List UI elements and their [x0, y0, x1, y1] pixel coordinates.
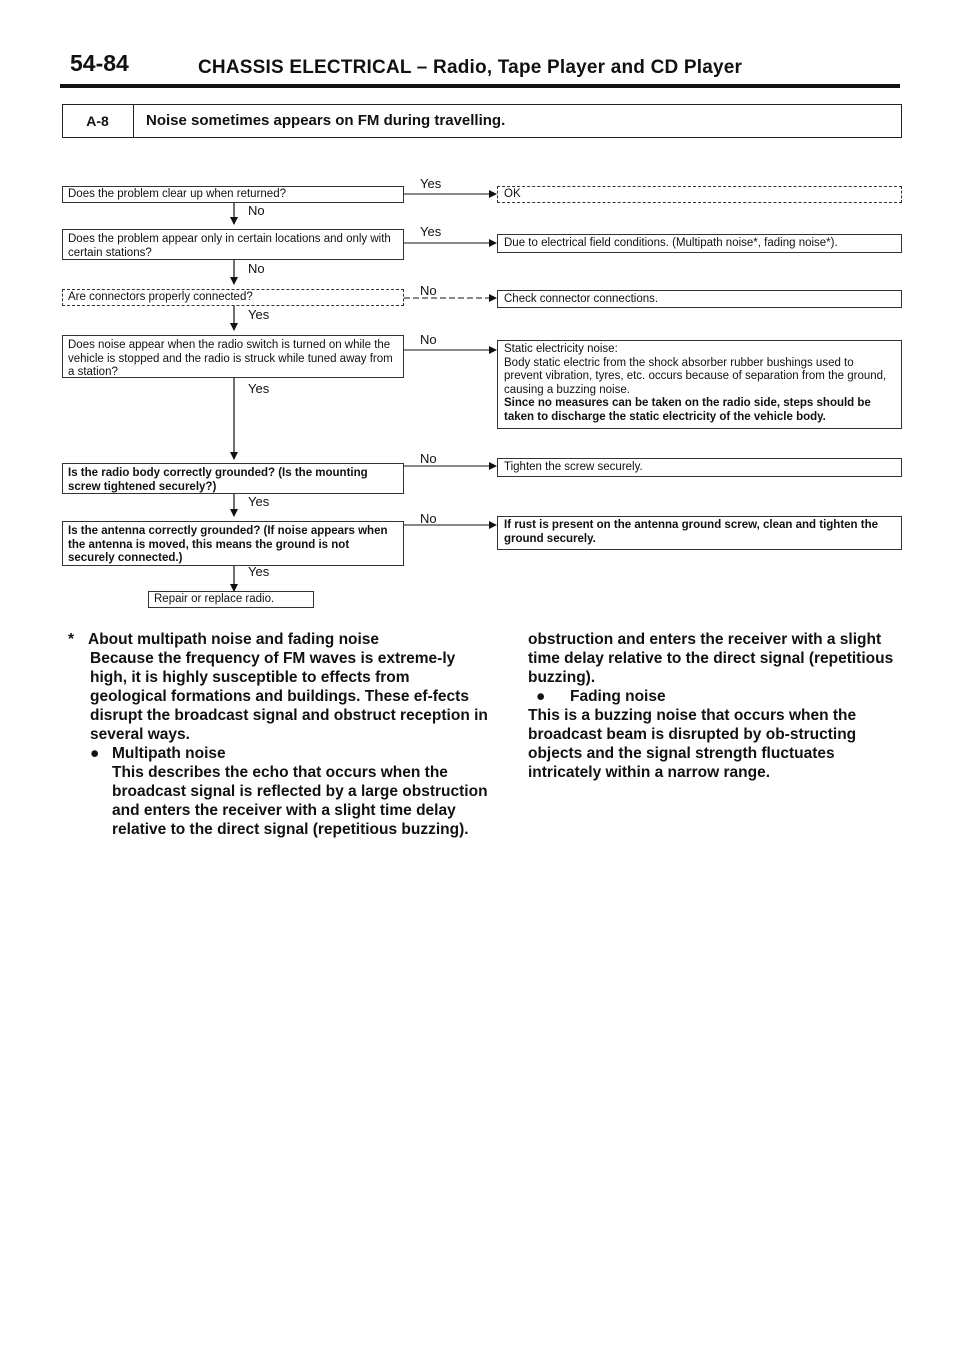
result-4-text: Body static electric from the shock absorber rubber bushings used to prevent vibration, tyres, etc. occurs because of separation from the ground, causing a buzzing noise.	[504, 356, 887, 396]
multipath-text: This describes the echo that occurs when the broadcast signal is reflected by a large obstruction and enters the receiver with a slight time delay relative to the direct signal (repetitious buzzing).	[112, 764, 488, 838]
flow-label-6: Yes	[248, 564, 270, 579]
final-action-box: Repair or replace radio.	[148, 591, 314, 608]
result-box-2: Due to electrical field conditions. (Multipath noise*, fading noise*).	[497, 234, 902, 253]
footnote-heading: About multipath noise and fading noise	[88, 631, 380, 648]
multipath-title: Multipath noise	[112, 745, 226, 762]
question-box-3: Are connectors properly connected?	[62, 289, 404, 306]
result-4-text2: Since no measures can be taken on the radio side, steps should be taken to discharge the static electricity of the vehicle body.	[504, 397, 871, 423]
footnote-marker: *	[68, 631, 75, 648]
branch-label-1: Yes	[420, 176, 442, 191]
question-box-5: Is the radio body correctly grounded? (Is the mounting screw tightened securely?)	[62, 463, 404, 494]
fading-text: This is a buzzing noise that occurs when the broadcast beam is disrupted by ob-structing objects and the signal strength fluctuates intricately within a narrow range.	[528, 707, 857, 781]
result-box-1: OK	[497, 186, 902, 203]
multipath-text-continued: obstruction and enters the receiver with a slight time delay relative to the direct signal (repetitious buzzing).	[528, 631, 894, 686]
flow-label-2: No	[248, 261, 265, 276]
question-box-2: Does the problem appear only in certain locations and only with certain stations?	[62, 229, 404, 260]
question-box-1: Does the problem clear up when returned?	[62, 186, 404, 203]
result-box-5: Tighten the screw securely.	[497, 458, 902, 477]
page-number: 54-84	[70, 50, 129, 76]
branch-label-4: No	[420, 332, 437, 347]
page-title: CHASSIS ELECTRICAL – Radio, Tape Player and CD Player	[198, 57, 743, 78]
branch-label-3: No	[420, 283, 437, 298]
question-box-6: Is the antenna correctly grounded? (If noise appears when the antenna is moved, this means the ground is not securely connected.)	[62, 521, 404, 566]
branch-label-2: Yes	[420, 224, 442, 239]
fading-title: Fading noise	[570, 688, 666, 705]
footnote-intro: Because the frequency of FM waves is extreme-ly high, it is highly susceptible to effects from geological formations and buildings. These ef-fects disrupt the broadcast signal and obstruct reception in several ways.	[90, 650, 488, 743]
question-box-4: Does noise appear when the radio switch is turned on while the vehicle is stopped and the radio is struck while tuned away from a station?	[62, 335, 404, 378]
flow-label-5: Yes	[248, 494, 270, 509]
flow-label-1: No	[248, 203, 265, 218]
result-box-6: If rust is present on the antenna ground screw, clean and tighten the ground securely.	[497, 516, 902, 550]
result-box-3: Check connector connections.	[497, 290, 902, 308]
branch-label-6: No	[420, 511, 437, 526]
footnote-right-column	[528, 630, 902, 782]
branch-label-5: No	[420, 451, 437, 466]
footnote-left-column	[68, 630, 488, 838]
flow-label-4: Yes	[248, 381, 270, 396]
result-box-4	[497, 340, 902, 429]
procedure-id: A-8	[62, 104, 134, 138]
flow-label-3: Yes	[248, 307, 270, 322]
procedure-title: Noise sometimes appears on FM during travelling.	[146, 112, 506, 129]
bullet-icon: ●	[90, 745, 100, 762]
result-4-header: Static electricity noise:	[504, 343, 618, 355]
bullet-icon-2: ●	[536, 688, 546, 705]
